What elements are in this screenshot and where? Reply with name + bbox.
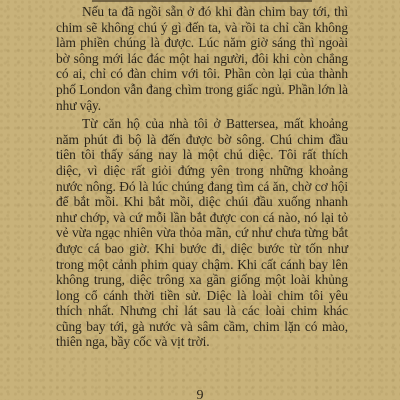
body-text [56,4,348,350]
top-divider [92,0,312,2]
paragraph: Từ căn hộ của nhà tôi ở Battersea, mất khoảng năm phút đi bộ là đến được bờ sông. Chú chim đầu tiên tôi thấy sáng nay là một chú diệc. Tôi rất thích diệc, vì diệc rất giỏi đứng yên trong những khoảng nước nông. Đó là lúc chúng đang tìm cá ăn, chờ cơ hội để bắt mồi. Khi bắt mồi, diệc chúi đầu xuống nhanh như chớp, và cứ mỗi lần bắt được con cá nào, nó lại tỏ vẻ vừa ngạc nhiên vừa thỏa mãn, cứ như chưa từng bắt được cá bao giờ. Khi bước đi, diệc bước từ tốn như trong một cảnh phim quay chậm. Khi cất cánh bay lên không trung, diệc trông xa gần giống một loài khủng long cổ cánh thời tiền sử. Diệc là loài chim tôi yêu thích nhất. Nhưng chỉ lát sau là các loài chim khác cũng bay tới, gà nước và sâm cầm, chim lặn có mào, thiên nga, bầy cốc và vịt trời. [56,116,348,350]
paragraph: Nếu ta đã ngồi sẵn ở đó khi đàn chim bay tới, thì chim sẽ không chú ý gì đến ta, và rồi ta chỉ cần không làm phiền chúng là được. Lúc năm giờ sáng thì ngoài bờ sông mới lác đác một hai người, đôi khi còn chẳng có ai, chỉ có đàn chim với tôi. Phần còn lại của thành phố London vẫn đang chìm trong giấc ngủ. Phần lớn là như vậy. [56,4,348,113]
page-number: 9 [196,388,204,400]
